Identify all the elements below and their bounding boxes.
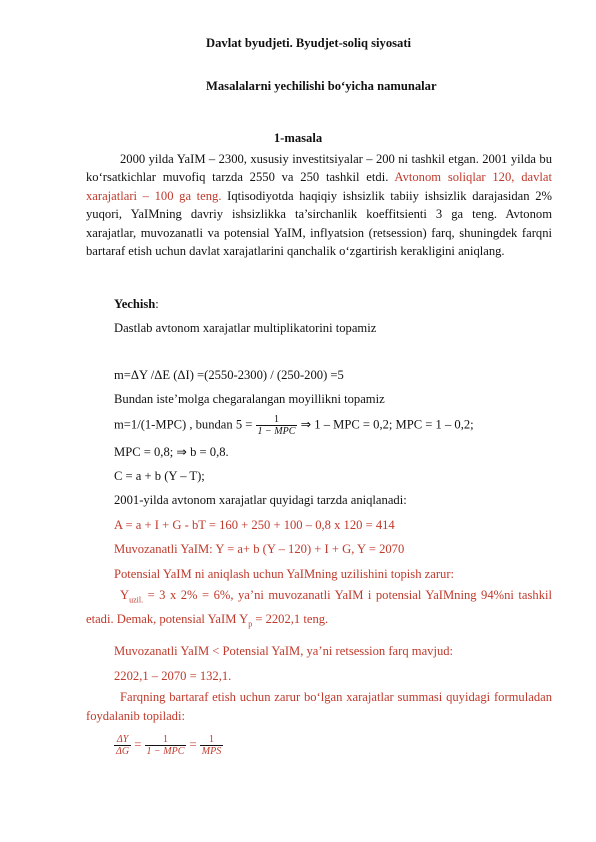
solution-line-9: Muvozanatli YaIM: Y = a+ b (Y – 120) + I + G, Y = 2070 xyxy=(114,542,405,556)
solution-line-2: m=ΔY /ΔE (ΔI) =(2550-2300) / (250-200) =5 xyxy=(114,368,344,382)
solution-line-13: 2202,1 – 2070 = 132,1. xyxy=(114,669,232,683)
formula-den-1: ΔG xyxy=(116,746,130,757)
y-subscript: uzil. xyxy=(129,595,144,605)
formula-num-3: 1 xyxy=(200,734,223,746)
formula-num-2: 1 xyxy=(145,734,187,746)
solution-line-5: MPC = 0,8; ⇒ b = 0,8. xyxy=(114,445,229,459)
solution-line-14: Farqning bartaraf etish uchun zarur bo‘lgan xarajatlar summasi quyidagi formuladan foydalanib topiladi: xyxy=(86,690,552,723)
solution-line-1: Dastlab avtonom xarajatlar multiplikatorini topamiz xyxy=(114,321,377,335)
problem-text-highlight: Avtonom soliqlar 120, davlat xarajatlari – 100 ga teng. xyxy=(86,170,552,203)
mpc-fraction xyxy=(256,414,298,437)
line-11-text: = 3 x 2% = 6%, ya’ni muvozanatli YaIM i potensial YaIMning 94%ni tashkil etadi. Demak, potensial YaIM Y xyxy=(86,588,552,626)
solution-line-6: C = a + b (Y – T); xyxy=(114,469,205,483)
document-subtitle: Masalalarni yechilishi bo‘yicha namunalar xyxy=(206,79,437,93)
formula-fraction-2 xyxy=(145,734,187,757)
y-symbol: Y xyxy=(120,588,130,602)
formula-fraction-3 xyxy=(200,734,223,757)
formula-den-2: 1 − MPC xyxy=(146,746,185,757)
formula-eq-1: = xyxy=(134,737,142,752)
solution-colon: : xyxy=(155,297,159,311)
fraction-numerator: 1 xyxy=(256,414,298,426)
document-title: Davlat byudjeti. Byudjet-soliq siyosati xyxy=(206,36,412,50)
formula-num-1: ΔY xyxy=(114,734,131,746)
problem-text-1: 2000 yilda YaIM – 2300, xususiy investitsiyalar – 200 ni tashkil etgan. 2001 yilda bu ko‘rsatkichlar muvofiq tarzda 2550 va 250 tashkil etdi. xyxy=(86,152,552,185)
solution-line-10: Potensial YaIM ni aniqlash uchun YaIMning uzilishini topish zarur: xyxy=(114,567,455,581)
problem-heading: 1-masala xyxy=(273,131,323,145)
formula xyxy=(114,734,223,757)
solution-line-3: Bundan iste’molga chegaralangan moyillikni topamiz xyxy=(114,392,385,406)
line-4-end: ⇒ 1 – MPC = 0,2; MPC = 1 – 0,2; xyxy=(300,417,474,432)
fraction-denominator: 1 − MPC xyxy=(257,426,296,437)
line-4-start: m=1/(1-MPC) , bundan 5 = xyxy=(114,417,253,432)
solution-label: Yechish xyxy=(114,297,156,311)
problem-paragraph xyxy=(86,150,552,260)
solution-label-line xyxy=(114,296,159,312)
solution-line-4 xyxy=(114,414,474,437)
formula-den-3: MPS xyxy=(201,746,222,757)
solution-line-11 xyxy=(86,586,552,633)
formula-fraction-1 xyxy=(114,734,131,757)
solution-line-12: Muvozanatli YaIM < Potensial YaIM, ya’ni retsession farq mavjud: xyxy=(114,644,454,658)
solution-line-8: A = a + I + G - bT = 160 + 250 + 100 – 0,8 x 120 = 414 xyxy=(114,518,395,532)
yp-subscript: p xyxy=(248,619,253,629)
solution-line-7: 2001-yilda avtonom xarajatlar quyidagi tarzda aniqlanadi: xyxy=(114,493,407,507)
problem-text-2: Iqtisodiyotda haqiqiy ishsizlik tabiiy ishsizlik darajasidan 2% yuqori, YaIMning davriy ishsizlikka ta’sirchanlik koeffitsienti 3 ga teng. Avtonom xarajatlar, muvozanatli va potensial YaIM, inflyatsion (retsession) farq, shuningdek farqni bartaraf etish uchun davlat xarajatlarini qanchalik o‘zgartirish kerakligini aniqlang. xyxy=(86,188,552,259)
line-11-end: = 2202,1 teng. xyxy=(252,611,329,626)
formula-eq-2: = xyxy=(189,737,197,752)
